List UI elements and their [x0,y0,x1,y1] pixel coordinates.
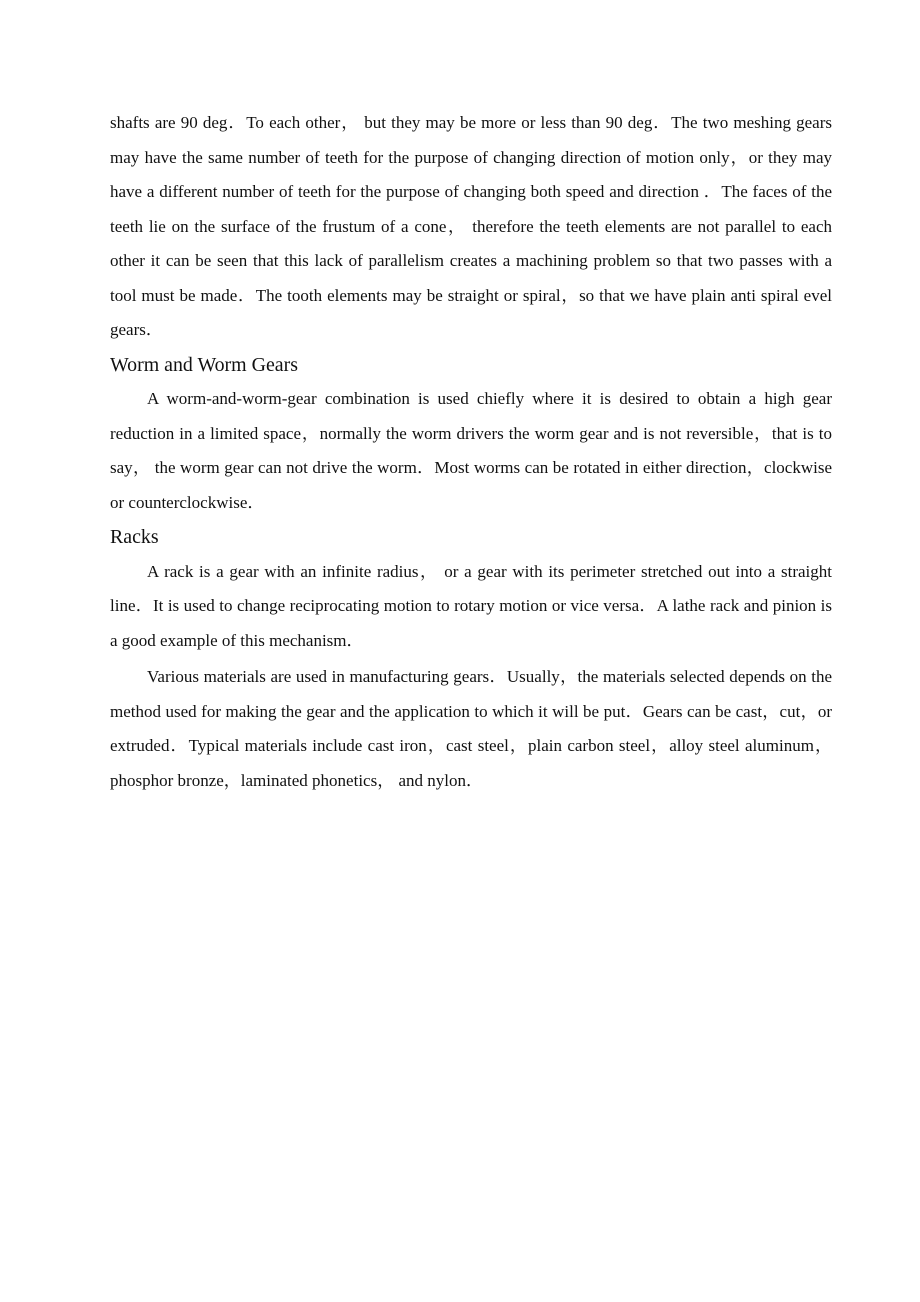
paragraph-worm-gears: A worm-and-worm-gear combination is used chiefly where it is desired to obtain a high gear reduction in a limited space，normally the worm drivers the worm gear and is not reversible，that is to say， the worm gear can not drive the worm．Most worms can be rotated in either direction，clockwise or counterclockwise． [110,389,832,512]
paragraph-racks: A rack is a gear with an infinite radius， or a gear with its perimeter stretched out into a straight line．It is used to change reciprocating motion to rotary motion or vice versa．A lathe rack and pinion is a good example of this mechanism． [110,561,832,650]
heading-worm-gears: Worm and Worm Gears [110,353,298,376]
paragraph-gear-materials: Various materials are used in manufacturing gears．Usually，the materials selected depends on the method used for making the gear and the application to which it will be put．Gears can be cast，cut，or extruded．Typical materials include cast iron，cast steel，plain carbon steel，alloy steel aluminum，phosphor bronze，laminated phonetics， and nylon． [110,667,832,790]
document-body [110,106,832,798]
paragraph-bevel-gears: shafts are 90 deg．To each other， but they may be more or less than 90 deg．The two meshing gears may have the same number of teeth for the purpose of changing direction of motion only，or they may have a different number of teeth for the purpose of changing both speed and direction ．The faces of the teeth lie on the surface of the frustum of a cone， therefore the teeth elements are not parallel to each other it can be seen that this lack of parallelism creates a machining problem so that two passes with a tool must be made．The tooth elements may be straight or spiral，so that we have plain anti spiral evel gears． [110,113,832,339]
heading-racks: Racks [110,526,159,548]
